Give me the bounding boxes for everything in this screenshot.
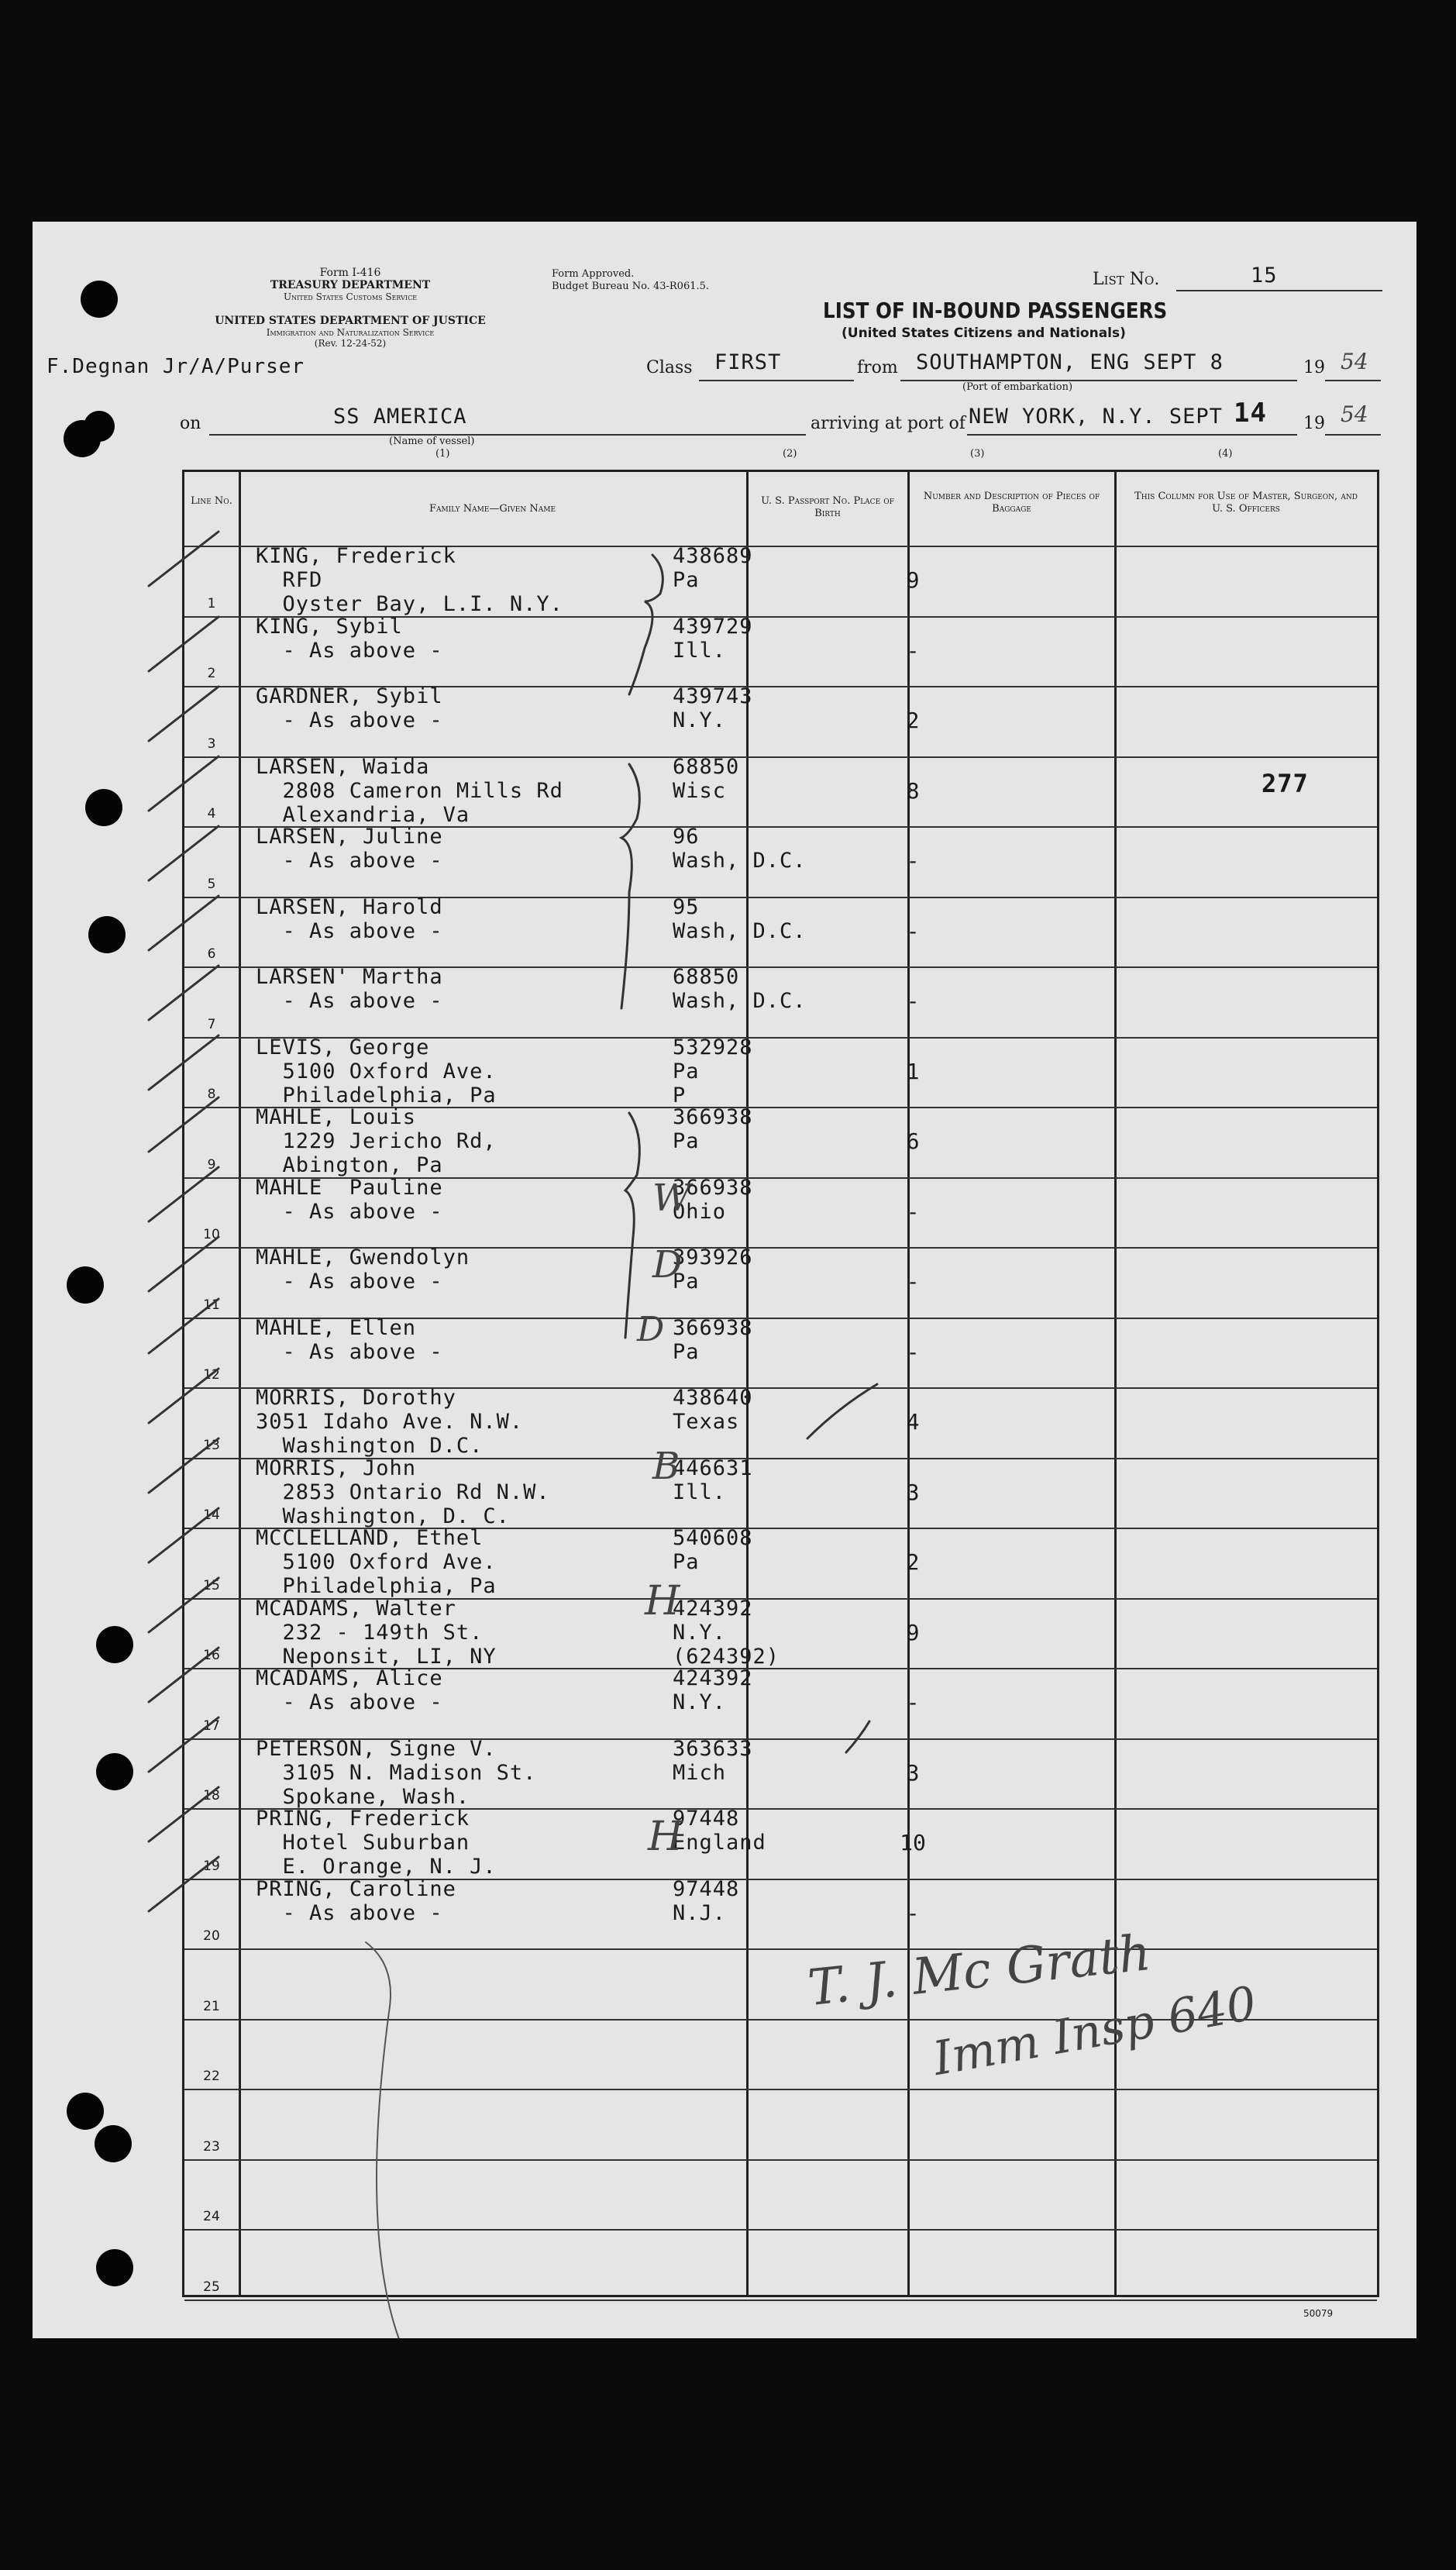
- passport-birthplace: 446631 Ill.: [673, 1456, 753, 1504]
- passenger-name-address: LARSEN, Harold - As above -: [256, 894, 443, 943]
- handwritten-mark: D: [652, 1243, 683, 1287]
- baggage-count: 9: [906, 1619, 920, 1645]
- passenger-name-address: LARSEN' Martha - As above -: [256, 965, 443, 1013]
- customs-service: United States Customs Service: [283, 291, 418, 302]
- line-number: 24: [203, 2209, 220, 2224]
- page-title: LIST OF IN-BOUND PASSENGERS: [823, 298, 1168, 323]
- purser-stamp: F.Degnan Jr/A/Purser: [46, 355, 305, 378]
- baggage-count: 2: [906, 1549, 920, 1575]
- line-number: 23: [203, 2138, 220, 2155]
- passport-birthplace: 439729 Ill.: [673, 614, 753, 663]
- class-label: Class: [646, 358, 693, 377]
- line-number: 11: [203, 1297, 220, 1313]
- manifest-page: [33, 222, 1416, 2338]
- passport-birthplace: 540608 Pa: [673, 1526, 753, 1574]
- passenger-name-address: PRING, Caroline - As above -: [256, 1876, 456, 1925]
- budget-bureau: Budget Bureau No. 43-R061.5.: [552, 281, 710, 292]
- handwritten-mark: H: [645, 1578, 680, 1624]
- line-number: 9: [207, 1156, 216, 1173]
- passport-birthplace: 438640 Texas: [673, 1386, 753, 1434]
- passport-birthplace: 438689 Pa: [673, 544, 753, 592]
- handwritten-mark: B: [652, 1445, 680, 1488]
- year-prefix: 19: [1303, 358, 1325, 377]
- year-suffix: 54: [1341, 349, 1368, 374]
- passport-birthplace: 68850 Wash, D.C.: [673, 965, 807, 1013]
- arrival-day: 14: [1234, 398, 1267, 429]
- line-number: 13: [203, 1437, 220, 1453]
- baggage-count: 1: [906, 1058, 920, 1084]
- passenger-name-address: MCADAMS, Walter 232 - 149th St. Neponsit, LI, NY: [256, 1596, 497, 1669]
- line-number: 2: [207, 666, 216, 681]
- passport-birthplace: 424392 N.Y. (624392): [673, 1596, 780, 1669]
- line-number: 16: [203, 1648, 220, 1663]
- passenger-name-address: KING, Frederick RFD Oyster Bay, L.I. N.Y.: [256, 544, 563, 616]
- list-no-value: 15: [1251, 264, 1278, 288]
- baggage-count: -: [906, 1690, 920, 1715]
- header-passport: U. S. Passport No. Place of Birth: [761, 495, 894, 519]
- line-number: 8: [207, 1087, 216, 1102]
- passenger-name-address: LARSEN, Waida 2808 Cameron Mills Rd Alexandria, Va: [256, 754, 563, 827]
- passport-birthplace: 366938 Pa: [673, 1105, 753, 1153]
- vessel-name: SS AMERICA: [333, 405, 467, 429]
- line-number: 12: [203, 1367, 220, 1383]
- line-number: 4: [207, 806, 216, 822]
- baggage-count: 4: [906, 1409, 920, 1435]
- line-number: 19: [203, 1858, 220, 1874]
- baggage-count: -: [906, 988, 920, 1014]
- baggage-count: 6: [906, 1128, 920, 1154]
- passport-birthplace: 363633 Mich: [673, 1736, 753, 1785]
- baggage-count: -: [906, 1338, 920, 1365]
- justice-dept: UNITED STATES DEPARTMENT OF JUSTICE: [215, 315, 486, 327]
- passenger-name-address: KING, Sybil - As above -: [256, 614, 443, 663]
- passport-birthplace: 424392 N.Y.: [673, 1666, 753, 1714]
- arrival-year-prefix: 19: [1303, 414, 1325, 433]
- handwritten-mark: W: [652, 1176, 691, 1220]
- header-officers: This Column for Use of Master, Surgeon, and U. S. Officers: [1134, 491, 1358, 515]
- baggage-count: -: [906, 1900, 920, 1926]
- line-number: 20: [203, 1928, 220, 1944]
- col1-number: (1): [435, 448, 450, 460]
- revision-date: (Rev. 12-24-52): [314, 338, 387, 349]
- line-number: 15: [203, 1577, 220, 1593]
- baggage-count: 2: [906, 708, 920, 733]
- page-subtitle: (United States Citizens and Nationals): [842, 326, 1126, 341]
- line-number: 10: [203, 1227, 220, 1242]
- ins-service: Immigration and Naturalization Service: [266, 327, 435, 338]
- arrival-year-suffix: 54: [1341, 401, 1368, 427]
- line-number: 18: [203, 1788, 220, 1803]
- passport-birthplace: 532928 Pa P: [673, 1035, 753, 1108]
- baggage-count: 3: [906, 1759, 920, 1786]
- line-number: 1: [207, 595, 216, 611]
- passenger-name-address: LARSEN, Juline - As above -: [256, 825, 443, 873]
- signature-title: Imm Insp 640: [929, 1976, 1261, 2087]
- arriving-label: arriving at port of: [811, 414, 966, 433]
- line-number: 22: [203, 2069, 220, 2084]
- line-number: 21: [203, 1998, 220, 2014]
- passenger-name-address: MAHLE, Ellen - As above -: [256, 1315, 443, 1364]
- passenger-name-address: MAHLE, Gwendolyn - As above -: [256, 1245, 470, 1294]
- col2-number: (2): [783, 448, 797, 460]
- form-approved: Form Approved.: [552, 268, 635, 280]
- from-label: from: [857, 358, 898, 377]
- class-value: FIRST: [714, 350, 782, 374]
- baggage-count: 3: [906, 1479, 920, 1505]
- baggage-count: -: [906, 918, 920, 944]
- line-number: 17: [203, 1717, 220, 1734]
- baggage-count: -: [906, 637, 920, 663]
- form-number: Form I-416: [319, 267, 381, 279]
- passenger-name-address: PRING, Frederick Hotel Suburban E. Orange, N. J.: [256, 1807, 497, 1879]
- passenger-name-address: LEVIS, George 5100 Oxford Ave. Philadelphia, Pa: [256, 1035, 497, 1108]
- vessel-note: (Name of vessel): [389, 436, 475, 447]
- baggage-count: -: [906, 1198, 920, 1225]
- line-number: 6: [207, 946, 216, 962]
- baggage-count: 9: [906, 567, 920, 593]
- passenger-name-address: MCCLELLAND, Ethel 5100 Oxford Ave. Philadelphia, Pa: [256, 1526, 497, 1598]
- passenger-name-address: GARDNER, Sybil - As above -: [256, 684, 443, 732]
- passport-birthplace: 439743 N.Y.: [673, 684, 753, 732]
- passport-birthplace: 366938 Ohio: [673, 1175, 753, 1224]
- handwritten-mark: D: [637, 1310, 665, 1349]
- treasury-dept: TREASURY DEPARTMENT: [270, 279, 431, 291]
- line-number: 7: [207, 1016, 216, 1032]
- passport-birthplace: 97448 England: [673, 1807, 766, 1855]
- passenger-name-address: MORRIS, Dorothy 3051 Idaho Ave. N.W. Washington D.C.: [256, 1386, 524, 1458]
- on-label: on: [180, 414, 201, 433]
- passenger-name-address: PETERSON, Signe V. 3105 N. Madison St. Spokane, Wash.: [256, 1736, 537, 1809]
- arrival-port: NEW YORK, N.Y. SEPT: [969, 405, 1223, 429]
- passport-birthplace: 95 Wash, D.C.: [673, 894, 807, 943]
- embark-port: SOUTHAMPTON, ENG SEPT 8: [916, 350, 1224, 374]
- list-no-label: List No.: [1093, 270, 1160, 289]
- passport-birthplace: 96 Wash, D.C.: [673, 825, 807, 873]
- baggage-count: -: [906, 848, 920, 873]
- col4-number: (4): [1218, 448, 1233, 460]
- passenger-name-address: MORRIS, John 2853 Ontario Rd N.W. Washington, D. C.: [256, 1456, 550, 1528]
- header-baggage: Number and Description of Pieces of Baggage: [923, 491, 1100, 515]
- handwritten-mark: H: [648, 1814, 683, 1860]
- passport-birthplace: 366938 Pa: [673, 1315, 753, 1364]
- port-embark-note: (Port of embarkation): [962, 381, 1073, 393]
- officer-note: 277: [1262, 768, 1309, 798]
- passport-birthplace: 97448 N.J.: [673, 1876, 740, 1925]
- form-code: 50079: [1303, 2308, 1334, 2319]
- baggage-count: -: [906, 1269, 920, 1294]
- col3-number: (3): [970, 448, 985, 460]
- passenger-name-address: MAHLE Pauline - As above -: [256, 1175, 443, 1224]
- line-number: 14: [203, 1507, 220, 1523]
- header-name: Family Name—Given Name: [429, 503, 556, 515]
- header-line-no: Line No.: [191, 495, 232, 507]
- line-number: 5: [207, 876, 216, 892]
- baggage-count: 8: [906, 777, 920, 804]
- passenger-name-address: MCADAMS, Alice - As above -: [256, 1666, 443, 1714]
- signature-inspector: T. J. Mc Grath: [805, 1924, 1154, 2017]
- passport-birthplace: 68850 Wisc: [673, 754, 740, 803]
- passport-birthplace: 393926 Pa: [673, 1245, 753, 1294]
- passenger-name-address: MAHLE, Louis 1229 Jericho Rd, Abington, Pa: [256, 1105, 497, 1177]
- baggage-count: 10: [900, 1830, 926, 1855]
- line-number: 25: [203, 2279, 220, 2295]
- line-number: 3: [207, 736, 216, 752]
